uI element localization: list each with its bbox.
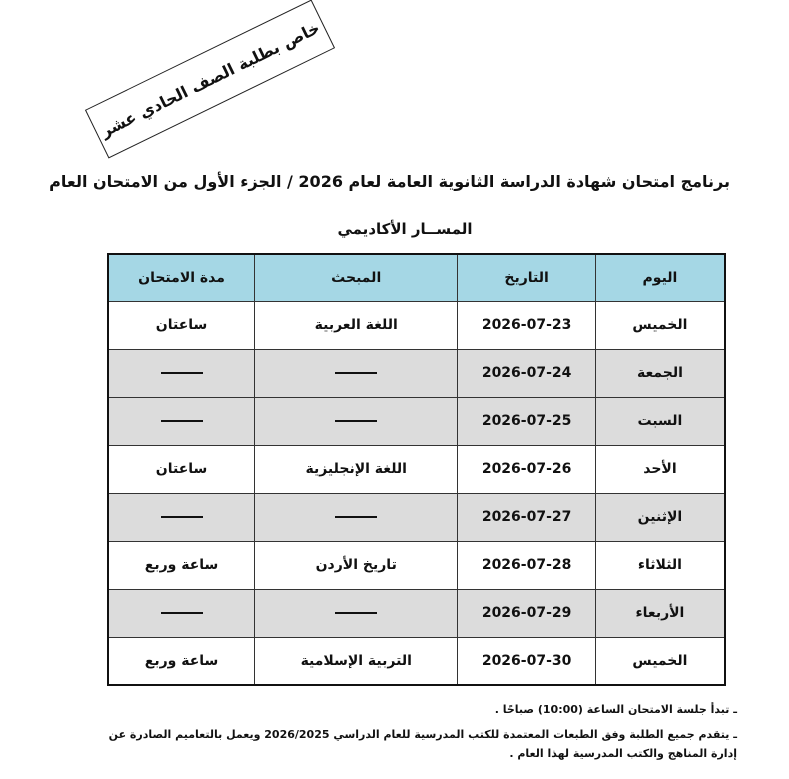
cell-day: الجمعة <box>595 349 725 397</box>
cell-duration <box>108 349 255 397</box>
stamp-text: خاص بطلبة الصف الحادي عشر <box>97 17 323 141</box>
cell-date: 2026-07-28 <box>458 541 596 589</box>
note-start-time: ـ تبدأ جلسة الامتحان الساعة (10:00) صباحًا . <box>494 703 737 716</box>
cell-date: 2026-07-29 <box>458 589 596 637</box>
cell-duration: ساعتان <box>108 445 255 493</box>
header-duration: مدة الامتحان <box>108 254 255 301</box>
table-row <box>108 493 725 541</box>
note-textbooks-line2: إدارة المناهج والكتب المدرسية لهذا العام . <box>509 747 737 760</box>
cell-date: 2026-07-30 <box>458 637 596 685</box>
cell-date: 2026-07-23 <box>458 301 596 349</box>
empty-dash-line <box>335 612 377 614</box>
table-row <box>108 445 725 493</box>
cell-day: الإثنين <box>595 493 725 541</box>
track-subtitle: المســار الأكاديمي <box>337 220 473 238</box>
table-body <box>108 301 725 685</box>
cell-day: الثلاثاء <box>595 541 725 589</box>
cell-duration <box>108 493 255 541</box>
cell-duration: ساعة وربع <box>108 541 255 589</box>
cell-duration <box>108 397 255 445</box>
cell-subject <box>255 397 458 445</box>
cell-date: 2026-07-27 <box>458 493 596 541</box>
cell-subject <box>255 349 458 397</box>
cell-duration <box>108 589 255 637</box>
cell-day: الأربعاء <box>595 589 725 637</box>
exam-schedule-table <box>107 253 726 686</box>
header-day: اليوم <box>595 254 725 301</box>
empty-dash-line <box>335 372 377 374</box>
cell-duration: ساعة وربع <box>108 637 255 685</box>
table-row <box>108 397 725 445</box>
empty-dash-line <box>335 420 377 422</box>
cell-subject <box>255 493 458 541</box>
table-row <box>108 589 725 637</box>
cell-subject: اللغة الإنجليزية <box>255 445 458 493</box>
cell-date: 2026-07-25 <box>458 397 596 445</box>
cell-day: الخميس <box>595 637 725 685</box>
header-date: التاريخ <box>458 254 596 301</box>
empty-dash-line <box>161 612 203 614</box>
cell-subject: اللغة العربية <box>255 301 458 349</box>
empty-dash-line <box>335 516 377 518</box>
table-row <box>108 637 725 685</box>
cell-duration: ساعتان <box>108 301 255 349</box>
page-title: برنامج امتحان شهادة الدراسة الثانوية العامة لعام 2026 / الجزء الأول من الامتحان العام <box>49 172 730 191</box>
table-row <box>108 349 725 397</box>
cell-day: الخميس <box>595 301 725 349</box>
table-row <box>108 541 725 589</box>
table-row <box>108 301 725 349</box>
cell-date: 2026-07-26 <box>458 445 596 493</box>
empty-dash-line <box>161 372 203 374</box>
header-subject: المبحث <box>255 254 458 301</box>
cell-subject <box>255 589 458 637</box>
notes-section <box>77 700 737 763</box>
empty-dash-line <box>161 420 203 422</box>
table-header-row <box>108 254 725 301</box>
cell-day: السبت <box>595 397 725 445</box>
note-textbooks-line1: ـ يتقدم جميع الطلبة وفق الطبعات المعتمدة للكتب المدرسية للعام الدراسي 2026/2025 ويعمل بالتعاميم الصادرة عن <box>108 728 737 741</box>
cell-date: 2026-07-24 <box>458 349 596 397</box>
empty-dash-line <box>161 516 203 518</box>
cell-subject: تاريخ الأردن <box>255 541 458 589</box>
cell-subject: التربية الإسلامية <box>255 637 458 685</box>
grade-eleven-stamp <box>85 0 335 159</box>
cell-day: الأحد <box>595 445 725 493</box>
